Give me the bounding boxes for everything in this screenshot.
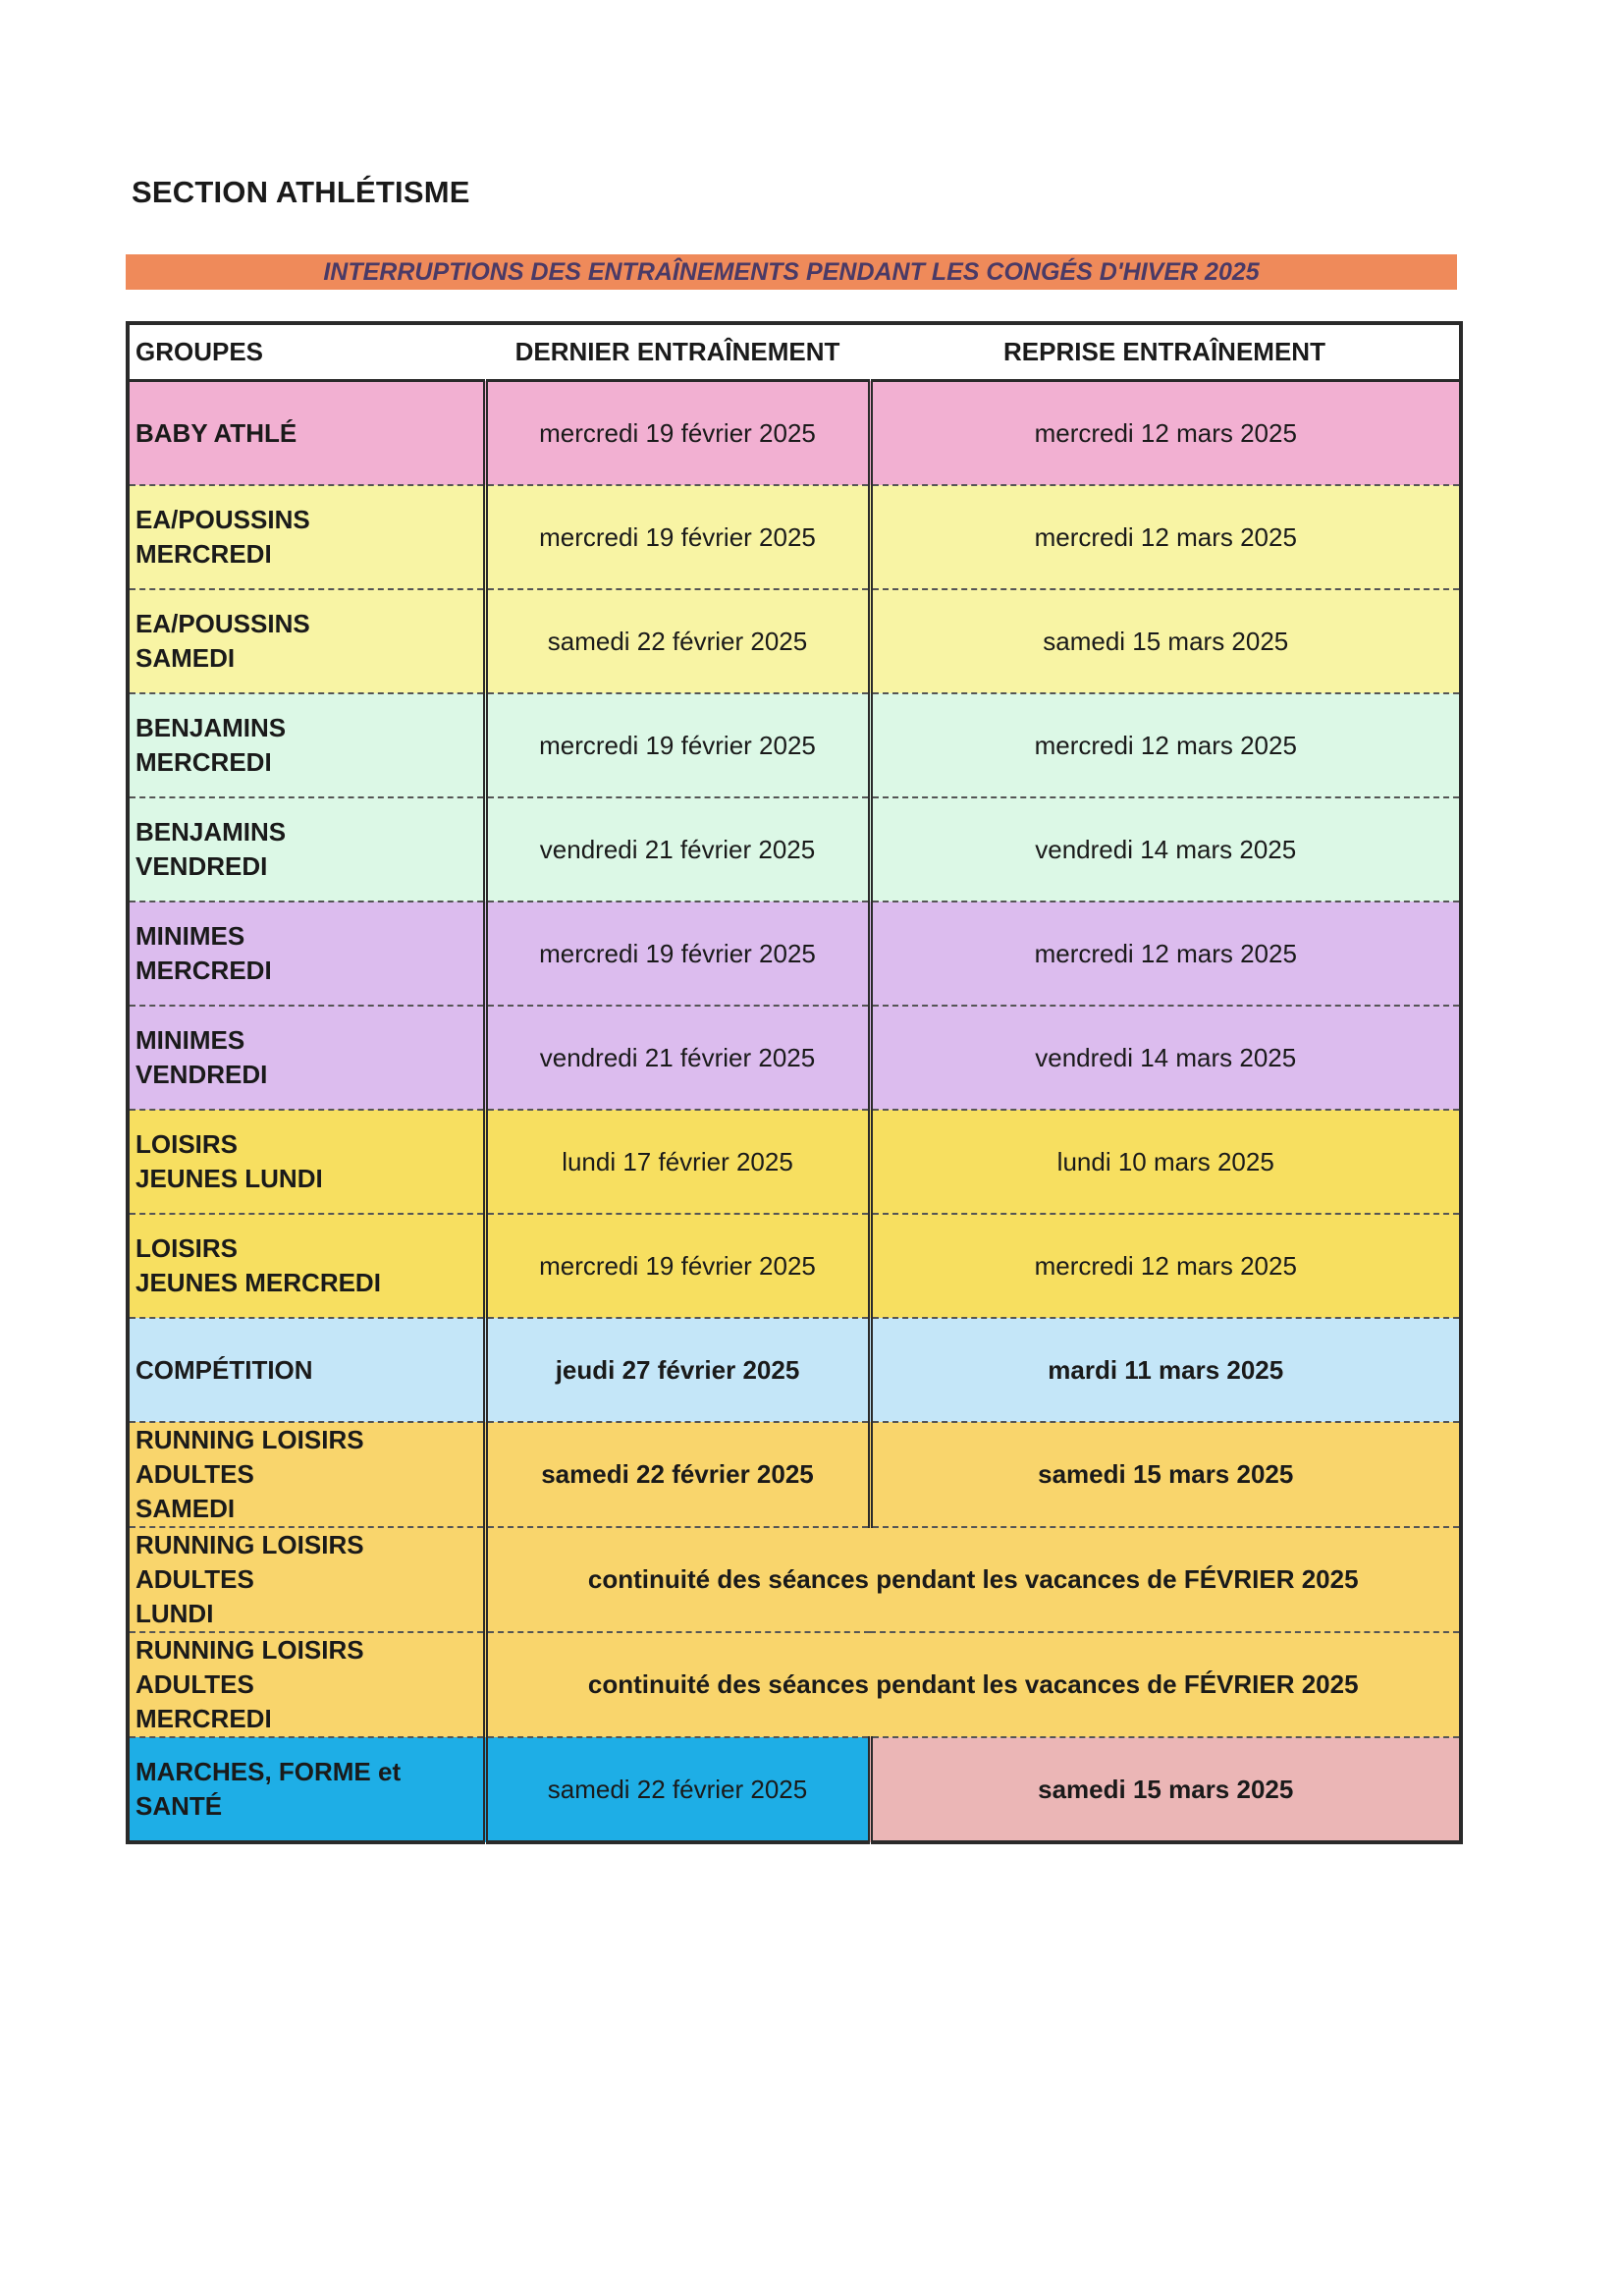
title-banner: INTERRUPTIONS DES ENTRAÎNEMENTS PENDANT LES CONGÉS D'HIVER 2025 <box>126 254 1457 290</box>
resume-training-cell: lundi 10 mars 2025 <box>870 1110 1461 1214</box>
table-row <box>128 1632 1461 1737</box>
table-row <box>128 1214 1461 1318</box>
resume-training-cell: samedi 15 mars 2025 <box>870 1422 1461 1527</box>
group-cell: LOISIRS JEUNES MERCREDI <box>128 1214 485 1318</box>
table-row <box>128 902 1461 1006</box>
table-row <box>128 1318 1461 1422</box>
group-cell: BENJAMINS VENDREDI <box>128 797 485 902</box>
header-row <box>128 323 1461 381</box>
group-cell: BABY ATHLÉ <box>128 381 485 486</box>
group-cell: LOISIRS JEUNES LUNDI <box>128 1110 485 1214</box>
table-row <box>128 485 1461 589</box>
table-row <box>128 1422 1461 1527</box>
continuity-cell: continuité des séances pendant les vacances de FÉVRIER 2025 <box>485 1632 1461 1737</box>
last-training-cell: samedi 22 février 2025 <box>485 1737 870 1842</box>
header-reprise: REPRISE ENTRAÎNEMENT <box>870 323 1461 381</box>
last-training-cell: vendredi 21 février 2025 <box>485 1006 870 1110</box>
last-training-cell: samedi 22 février 2025 <box>485 1422 870 1527</box>
resume-training-cell: samedi 15 mars 2025 <box>870 1737 1461 1842</box>
group-cell: COMPÉTITION <box>128 1318 485 1422</box>
resume-training-cell: mercredi 12 mars 2025 <box>870 693 1461 797</box>
continuity-cell: continuité des séances pendant les vacances de FÉVRIER 2025 <box>485 1527 1461 1632</box>
group-cell: EA/POUSSINS SAMEDI <box>128 589 485 693</box>
last-training-cell: mercredi 19 février 2025 <box>485 1214 870 1318</box>
resume-training-cell: samedi 15 mars 2025 <box>870 589 1461 693</box>
table-row <box>128 1006 1461 1110</box>
resume-training-cell: mercredi 12 mars 2025 <box>870 381 1461 486</box>
last-training-cell: lundi 17 février 2025 <box>485 1110 870 1214</box>
group-cell: RUNNING LOISIRS ADULTES MERCREDI <box>128 1632 485 1737</box>
last-training-cell: mercredi 19 février 2025 <box>485 693 870 797</box>
last-training-cell: mercredi 19 février 2025 <box>485 485 870 589</box>
last-training-cell: mercredi 19 février 2025 <box>485 902 870 1006</box>
last-training-cell: samedi 22 février 2025 <box>485 589 870 693</box>
header-groupes: GROUPES <box>128 323 485 381</box>
resume-training-cell: vendredi 14 mars 2025 <box>870 797 1461 902</box>
resume-training-cell: mercredi 12 mars 2025 <box>870 902 1461 1006</box>
table-row <box>128 1110 1461 1214</box>
last-training-cell: vendredi 21 février 2025 <box>485 797 870 902</box>
resume-training-cell: mardi 11 mars 2025 <box>870 1318 1461 1422</box>
last-training-cell: mercredi 19 février 2025 <box>485 381 870 486</box>
resume-training-cell: mercredi 12 mars 2025 <box>870 1214 1461 1318</box>
table-row <box>128 1527 1461 1632</box>
table-row <box>128 797 1461 902</box>
last-training-cell: jeudi 27 février 2025 <box>485 1318 870 1422</box>
group-cell: RUNNING LOISIRS ADULTES LUNDI <box>128 1527 485 1632</box>
table-row <box>128 693 1461 797</box>
table-row <box>128 589 1461 693</box>
schedule-table <box>126 321 1463 1844</box>
group-cell: RUNNING LOISIRS ADULTES SAMEDI <box>128 1422 485 1527</box>
group-cell: MINIMES VENDREDI <box>128 1006 485 1110</box>
group-cell: EA/POUSSINS MERCREDI <box>128 485 485 589</box>
header-dernier: DERNIER ENTRAÎNEMENT <box>485 323 870 381</box>
resume-training-cell: vendredi 14 mars 2025 <box>870 1006 1461 1110</box>
group-cell: BENJAMINS MERCREDI <box>128 693 485 797</box>
table-row <box>128 381 1461 486</box>
table-row <box>128 1737 1461 1842</box>
schedule-table-container <box>126 321 1459 1844</box>
section-title: SECTION ATHLÉTISME <box>132 175 470 209</box>
group-cell: MARCHES, FORME et SANTÉ <box>128 1737 485 1842</box>
group-cell: MINIMES MERCREDI <box>128 902 485 1006</box>
resume-training-cell: mercredi 12 mars 2025 <box>870 485 1461 589</box>
